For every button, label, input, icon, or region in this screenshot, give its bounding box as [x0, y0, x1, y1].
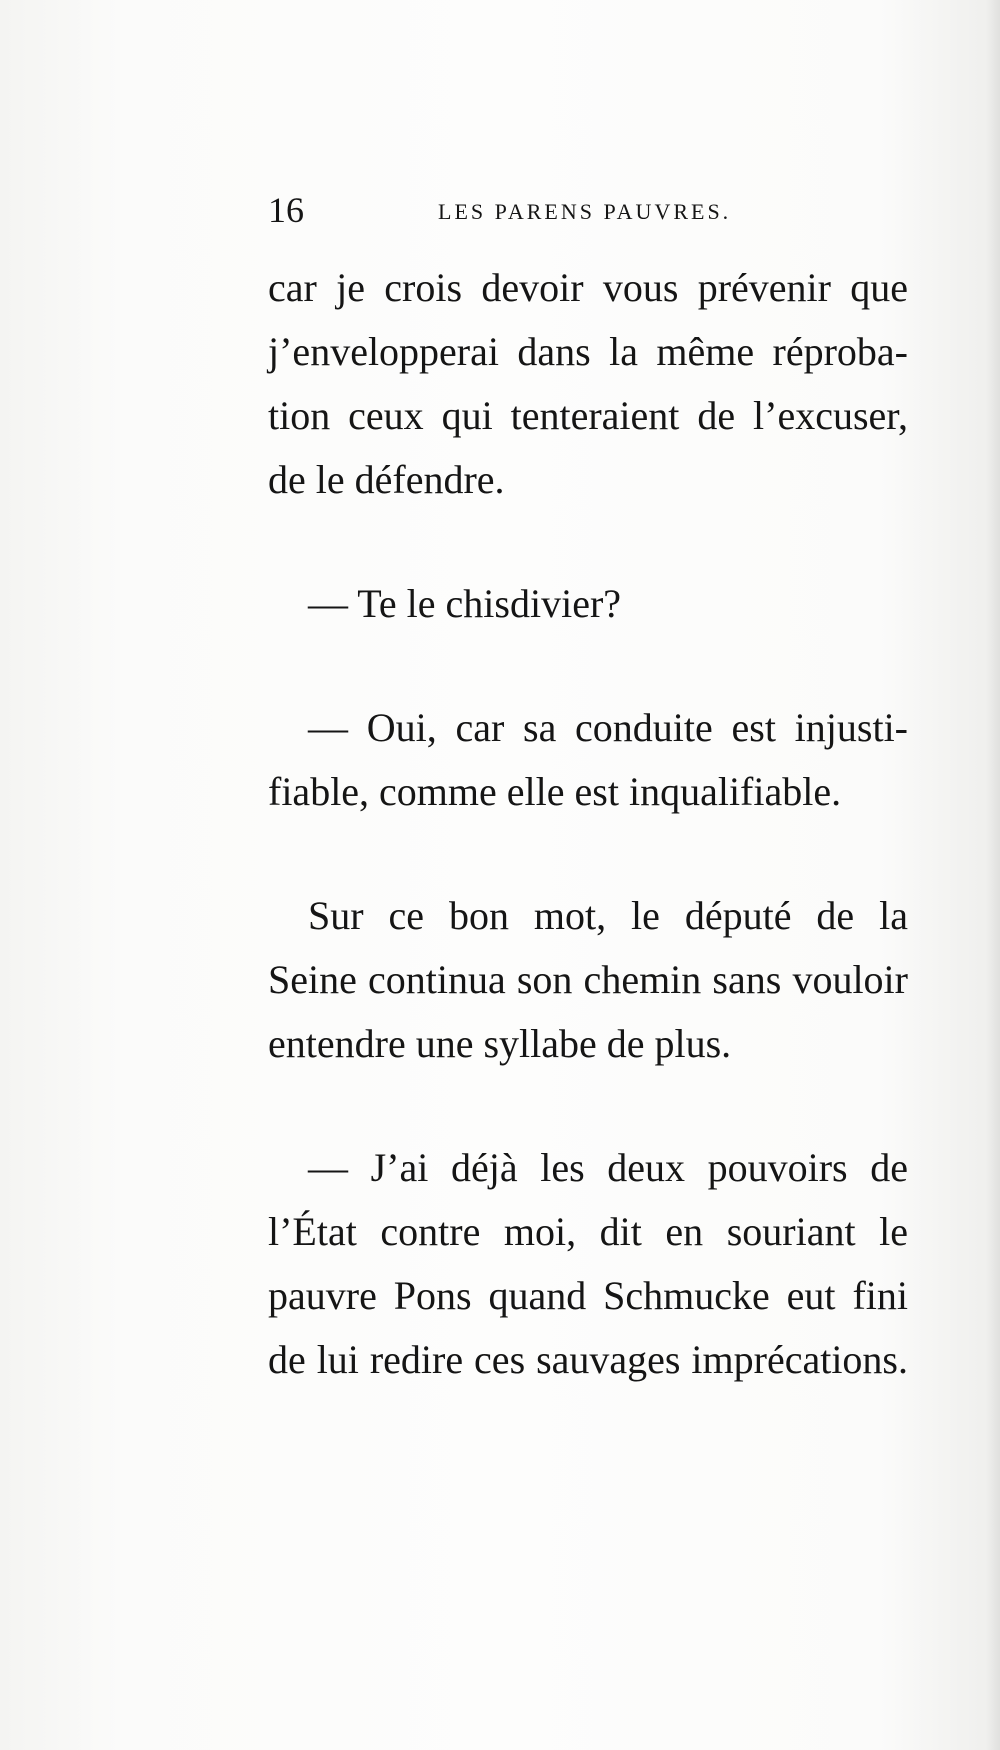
dialogue-line: — Te le chisdivier?	[308, 581, 622, 626]
page-number: 16	[268, 190, 304, 230]
paragraph-gap	[268, 824, 908, 884]
text-line: pauvre Pons quand Schmucke eut fini	[268, 1273, 908, 1318]
paragraph-gap	[268, 636, 908, 696]
text-line: fiable, comme elle est inqualifiable.	[268, 769, 842, 814]
paragraph	[268, 884, 908, 1076]
text-line: Seine continua son chemin sans vouloir	[268, 957, 908, 1002]
running-title: LES PARENS PAUVRES.	[438, 199, 732, 224]
body-text	[268, 256, 908, 1392]
paragraph	[268, 1136, 908, 1392]
paragraph-gap	[268, 1076, 908, 1136]
text-line: de lui redire ces sauvages imprécations.	[268, 1337, 908, 1382]
paragraph	[268, 696, 908, 824]
paragraph-gap	[268, 512, 908, 572]
dialogue-line: — J’ai déjà les deux pouvoirs de	[308, 1145, 908, 1190]
text-line: l’État contre moi, dit en souriant le	[268, 1209, 908, 1254]
paragraph	[268, 256, 908, 512]
text-line: tion ceux qui tenteraient de l’excuser,	[268, 393, 908, 438]
text-line: car je crois devoir vous prévenir que	[268, 265, 908, 310]
text-line: entendre une syllabe de plus.	[268, 1021, 732, 1066]
text-line: de le défendre.	[268, 457, 505, 502]
text-line: Sur ce bon mot, le député de la	[308, 893, 908, 938]
dialogue-line: — Oui, car sa conduite est injusti-	[308, 705, 908, 750]
page-edge-shadow	[986, 0, 1000, 1750]
paragraph	[268, 572, 908, 636]
page-header	[268, 190, 908, 230]
text-line: j’envelopperai dans la même réproba-	[268, 329, 908, 374]
